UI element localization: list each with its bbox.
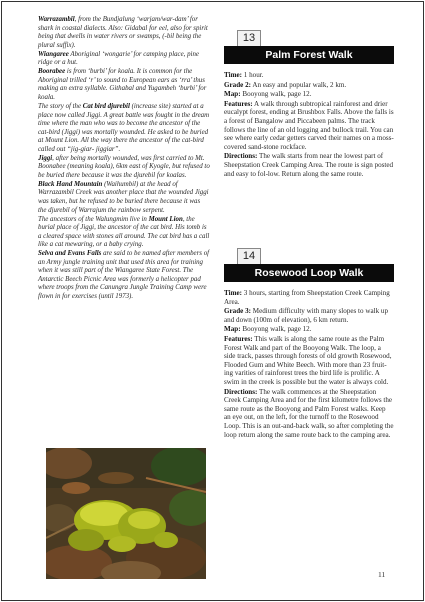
walk-features: [224, 335, 394, 387]
walk-time: [224, 289, 394, 306]
note-warrazambil: [38, 16, 210, 50]
walk-number: 13: [237, 30, 261, 46]
section-text: The walk starts from near the lowest part of Sheepstation Creek Camping Area. The route is sign posted and easy to fol-low. Return along the same route.: [224, 152, 394, 178]
walk-header: [224, 30, 394, 64]
note-jiggi: [38, 155, 210, 181]
walk-title: Palm Forest Walk: [224, 46, 394, 64]
note-text: , after being mortally wounded, was first carried to Mt. Boonabee (meaning koala), 6km east of Kyogle, but refused to be buried there because it was the djurebil for koalas.: [38, 154, 210, 179]
section-label: Features:: [224, 334, 253, 343]
term: Mount Lion: [148, 215, 183, 223]
walk-title: Rosewood Loop Walk: [224, 264, 394, 282]
walk-time: [224, 71, 394, 80]
fungi-photo: [46, 448, 206, 579]
note-selva-evans: [38, 250, 210, 301]
section-text: Booyong walk, page 12.: [240, 325, 312, 334]
right-column: [224, 30, 394, 439]
walk-header: [224, 248, 394, 282]
note-text: , from the Bundjalung ‘warjam/war-dam’ for shark in coastal dialects. Also: Gidabal for eel, also for spirit being that dwells in water rivers or swamps, (-bil being the plural suffix).: [38, 16, 208, 49]
note-wiangaree: [38, 51, 210, 68]
term: Jiggi: [38, 154, 53, 162]
section-label: Time:: [224, 289, 242, 297]
note-black-hand: [38, 181, 210, 215]
section-text: The walk commences at the Sheepstation Creek Camping Area and for the first kilometre follows the same route as the Booyong and Palm Forest walks. Keep an eye out, on the left, for the turnoff to the Rosewood Loop. This is an out-and-back walk, so after completing the loop return along the same route back to the camping area.: [224, 387, 394, 439]
note-text: (Waihumbil) at the head of Warrazambil Creek was another place that the wounded Jiggi was taken, but he refused to be buried there because it was the djurebil of Warrajum the rainbow serpent.: [38, 180, 209, 214]
walk-features: [224, 100, 394, 152]
section-text: Medium difficulty with many slopes to walk up and down (100m of elevation), 6 km return.: [224, 307, 389, 324]
note-text: Aboriginal ‘wongarie’ for camping place, pine ridge or a hut.: [38, 50, 199, 67]
walk-number: 14: [237, 248, 261, 264]
note-boorabee: [38, 68, 210, 102]
term: Warrazambil: [38, 16, 75, 23]
section-text: 3 hours, starting from Sheepstation Creek Camping Area.: [224, 289, 390, 306]
walk-grade: [224, 307, 394, 324]
note-text: is from ‘burbi’ for koala. It is common for the Aboriginal trilled ‘r’ to sound to European ears as ‘rra’ thus making an extra syllable. Githabal and Yugambeh ‘burbi’ for koala.: [38, 68, 207, 101]
section-label: Map:: [224, 325, 241, 334]
section-label: Grade 2:: [224, 80, 251, 89]
section-text: An easy and popular walk, 2 km.: [251, 80, 347, 89]
section-label: Directions:: [224, 387, 258, 396]
term: Selva and Evans Falls: [38, 250, 102, 258]
page: [1, 1, 424, 601]
section-text: This walk is along the same route as the Palm Forest Walk and part of the Booyong Walk. The loop, a side track, passes through forests of old growth Rosewood, Flooded Gum and White Beech. With more than 23 fruit-ing varities of rainforest trees the bird life is prolific. A swim in the creek is possible but the water is always cold.: [224, 334, 392, 386]
section-label: Features:: [224, 99, 253, 108]
note-text: (increase site) started at a place now called Jiggi. A great battle was fought in the dream time where the man who was to become the ancestor of the cat-bird (Jiggi) was mortally wounded. He asked to be buried at Mount Lion. All the way there the ancestor of the cat-bird called out “jig-giar- jiggiar”.: [38, 102, 210, 153]
walk-map: [224, 90, 394, 99]
section-label: Grade 3:: [224, 307, 251, 316]
term: Cat bird djurebil: [82, 102, 130, 110]
term: Wiangaree: [38, 50, 69, 58]
term: Black Hand Mountain: [38, 180, 103, 188]
section-text: Booyong walk, page 12.: [240, 90, 312, 99]
note-text: , the burial place of Jiggi, the ancestor of the cat bird. His tomb is a cleared space with stones all around. The cat bird has a call like a cat mewaring, or a baby crying.: [38, 215, 210, 249]
page-number: 11: [378, 570, 386, 579]
walk-13: [224, 30, 394, 178]
section-label: Time:: [224, 71, 242, 79]
section-text: A walk through subtropical rainforest and drier eucalypt forest, ending at Brushbox Falls. Above the falls is a forest of Bangalow and Piccabeen palms. The track follows the line of an old logging and bullock trail. You can see where early cedar getters carved their names on a moss-covered sand-stone rockface.: [224, 99, 394, 151]
walk-14: [224, 248, 394, 440]
note-pre: The ancestors of the Walungmim live in: [38, 215, 149, 223]
term: Boorabee: [38, 68, 66, 76]
note-mount-lion: [38, 216, 210, 250]
section-label: Map:: [224, 90, 241, 99]
section-label: Directions:: [224, 152, 258, 161]
section-text: 1 hour.: [242, 71, 264, 79]
walk-grade: [224, 81, 394, 90]
note-text: are said to be named after members of an Army jungle training unit that used this area for training when it was still part of the Wiangaree State Forest. The Antarctic Beech Picnic Area was formerly a helicopter pad where troops from the Canungra Jungle Training Camp were flown in for exercises (until 1973).: [38, 250, 210, 300]
walk-map: [224, 325, 394, 334]
left-column: [38, 16, 210, 302]
walk-directions: [224, 388, 394, 440]
note-cat-bird: [38, 103, 210, 154]
note-pre: The story of the: [38, 102, 83, 110]
fungi-photo-illustration: [46, 448, 206, 579]
walk-directions: [224, 152, 394, 178]
